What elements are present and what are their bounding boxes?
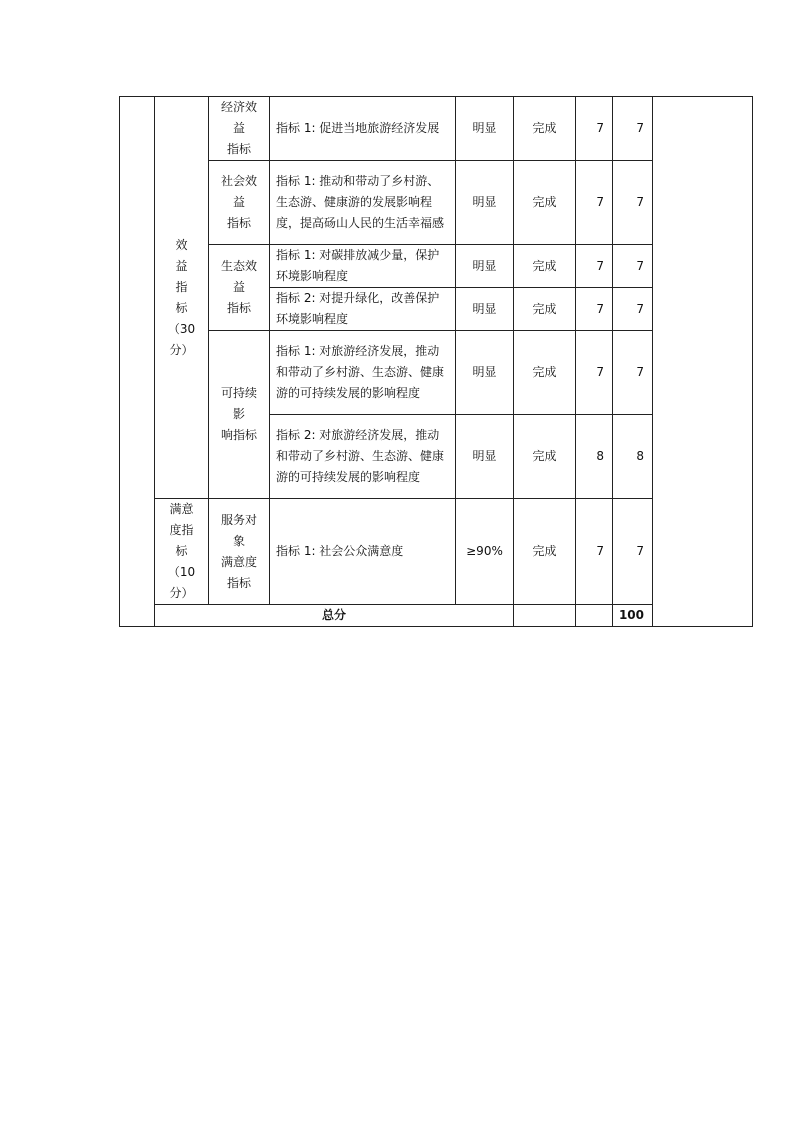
subcategory-line: 指标 bbox=[226, 142, 251, 156]
score-value: 8 bbox=[613, 415, 653, 499]
category-line: 指 bbox=[175, 279, 188, 294]
actual-value: 完成 bbox=[514, 415, 576, 499]
indicator-text: 指标 1: 社会公众满意度 bbox=[270, 499, 456, 605]
subcategory-line: 象 bbox=[232, 533, 245, 548]
score-value: 7 bbox=[613, 331, 653, 415]
service-target-satisfaction-indicator bbox=[209, 499, 270, 605]
subcategory-line: 可持续 bbox=[220, 386, 257, 400]
category-line: 分） bbox=[169, 586, 194, 600]
weight-value: 7 bbox=[576, 97, 613, 161]
indicator-text: 指标 2: 对旅游经济发展，推动和带动了乡村游、生态游、健康游的可持续发展的影响程度 bbox=[270, 415, 456, 499]
remarks-blank-cell bbox=[653, 97, 753, 627]
table-row bbox=[120, 97, 753, 161]
subcategory-line: 指标 bbox=[226, 216, 251, 230]
subcategory-line: 响指标 bbox=[220, 428, 257, 442]
sustainable-impact-indicator bbox=[209, 331, 270, 499]
category-line: （30 bbox=[167, 321, 196, 336]
target-value: 明显 bbox=[456, 97, 514, 161]
subcategory-line: 指标 bbox=[226, 301, 251, 315]
category-line: 度指 bbox=[169, 523, 194, 537]
actual-value: 完成 bbox=[514, 97, 576, 161]
actual-value: 完成 bbox=[514, 161, 576, 245]
subcategory-line: 指标 bbox=[226, 575, 251, 590]
subcategory-line: 益 bbox=[232, 195, 245, 209]
total-actual-blank bbox=[576, 605, 613, 627]
ecological-benefit-indicator bbox=[209, 245, 270, 331]
satisfaction-indicator-category bbox=[155, 499, 209, 605]
actual-value: 完成 bbox=[514, 288, 576, 331]
subcategory-line: 满意度 bbox=[220, 554, 257, 569]
subcategory-line: 益 bbox=[232, 121, 245, 135]
total-weight: 100 bbox=[613, 605, 653, 627]
target-value: 明显 bbox=[456, 415, 514, 499]
subcategory-line: 益 bbox=[232, 280, 245, 294]
subcategory-line: 社会效 bbox=[220, 174, 257, 188]
actual-value: 完成 bbox=[514, 499, 576, 605]
target-value: 明显 bbox=[456, 331, 514, 415]
category-line: 标 bbox=[175, 544, 188, 558]
indicator-text: 指标 1: 对碳排放减少量，保护环境影响程度 bbox=[270, 245, 456, 288]
total-target-blank bbox=[514, 605, 576, 627]
weight-value: 7 bbox=[576, 288, 613, 331]
economic-benefit-indicator bbox=[209, 97, 270, 161]
target-value: 明显 bbox=[456, 245, 514, 288]
score-value: 7 bbox=[613, 499, 653, 605]
weight-value: 7 bbox=[576, 245, 613, 288]
indicator-text: 指标 2: 对提升绿化，改善保护环境影响程度 bbox=[270, 288, 456, 331]
social-benefit-indicator bbox=[209, 161, 270, 245]
weight-value: 7 bbox=[576, 331, 613, 415]
category-line: 满意 bbox=[169, 502, 194, 516]
category-line: 分） bbox=[169, 342, 194, 357]
target-value: ≥90% bbox=[456, 499, 514, 605]
subcategory-line: 服务对 bbox=[220, 512, 257, 527]
score-value: 7 bbox=[613, 245, 653, 288]
target-value: 明显 bbox=[456, 161, 514, 245]
category-line: 益 bbox=[175, 258, 188, 273]
category-line: （10 bbox=[167, 565, 196, 579]
score-value: 7 bbox=[613, 161, 653, 245]
score-value: 7 bbox=[613, 97, 653, 161]
benefit-indicator-category bbox=[155, 97, 209, 499]
subcategory-line: 经济效 bbox=[220, 100, 257, 114]
category-line: 效 bbox=[175, 237, 188, 252]
weight-value: 8 bbox=[576, 415, 613, 499]
subcategory-line: 生态效 bbox=[220, 259, 257, 273]
total-label: 总分 bbox=[155, 605, 514, 627]
indicator-text: 指标 1: 促进当地旅游经济发展 bbox=[270, 97, 456, 161]
performance-evaluation-table bbox=[119, 96, 753, 627]
indicator-text: 指标 1: 对旅游经济发展，推动和带动了乡村游、生态游、健康游的可持续发展的影响程度 bbox=[270, 331, 456, 415]
weight-value: 7 bbox=[576, 161, 613, 245]
score-value: 7 bbox=[613, 288, 653, 331]
first-level-blank-cell bbox=[120, 97, 155, 627]
actual-value: 完成 bbox=[514, 331, 576, 415]
weight-value: 7 bbox=[576, 499, 613, 605]
subcategory-line: 影 bbox=[232, 407, 245, 421]
category-line: 标 bbox=[175, 300, 188, 315]
target-value: 明显 bbox=[456, 288, 514, 331]
indicator-text: 指标 1: 推动和带动了乡村游、生态游、健康游的发展影响程度，提高砀山人民的生活幸福感 bbox=[270, 161, 456, 245]
actual-value: 完成 bbox=[514, 245, 576, 288]
